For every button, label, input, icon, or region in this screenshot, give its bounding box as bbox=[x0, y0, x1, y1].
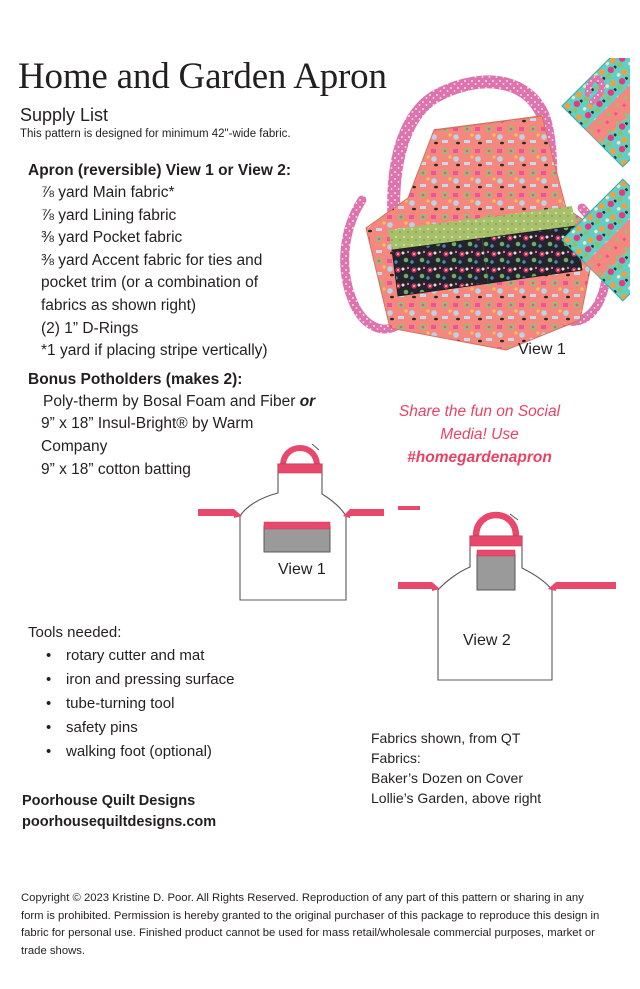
copyright-notice: Copyright © 2023 Kristine D. Poor. All Rights Reserved. Reproduction of any part of this pattern or sharing in any form is prohibited. Permission is hereby granted to the original purchaser of this package to reproduce this design in fabric for personal use. Finished product cannot be used for mass retail/wholesale commercial purposes, market or trade shows. bbox=[21, 892, 600, 957]
supply-item: (2) 1” D-Rings bbox=[41, 319, 139, 337]
brand-name: Poorhouse Quilt Designs bbox=[22, 793, 196, 809]
bullet-icon: • bbox=[46, 647, 52, 664]
tools-section bbox=[28, 622, 288, 764]
list-item bbox=[28, 644, 288, 668]
social-line-2: Media! Use bbox=[440, 426, 519, 443]
potholder-item: 9” x 18” Insul-Bright® by Warm bbox=[41, 415, 254, 433]
bullet-icon: • bbox=[46, 743, 52, 760]
drawing-view1-label: View 1 bbox=[278, 561, 326, 578]
apron-line-drawing-view1 bbox=[186, 438, 396, 618]
supply-item: pocket trim (or a combination of bbox=[41, 274, 259, 292]
fabric-credits bbox=[371, 728, 591, 808]
social-media-callout bbox=[372, 400, 587, 469]
page-subtitle: Supply List bbox=[20, 105, 109, 125]
potholder-item: 9” x 18” cotton batting bbox=[41, 460, 191, 478]
supply-item: ⅜ yard Pocket fabric bbox=[41, 229, 183, 247]
supply-item: ⅜ yard Accent fabric for ties and bbox=[41, 251, 263, 269]
apron-line-drawing-view2 bbox=[398, 492, 620, 688]
list-item bbox=[28, 716, 288, 740]
apron-product-photo bbox=[330, 58, 630, 368]
supply-list-block bbox=[28, 160, 348, 481]
fabric-credit-line: Fabrics shown, from QT bbox=[371, 730, 521, 746]
list-item-label: rotary cutter and mat bbox=[66, 647, 205, 664]
photo-view1-label: View 1 bbox=[518, 341, 566, 358]
potholder-item-text: Poly-therm by Bosal Foam and Fiber bbox=[43, 392, 300, 410]
apron-section-heading: Apron (reversible) View 1 or View 2: bbox=[28, 162, 292, 179]
list-item-label: safety pins bbox=[66, 719, 138, 736]
potholder-or-word: or bbox=[299, 392, 316, 410]
bullet-icon: • bbox=[46, 719, 52, 736]
bullet-icon: • bbox=[46, 671, 52, 688]
social-hashtag: #homegardenapron bbox=[407, 449, 552, 466]
potholder-item bbox=[28, 391, 348, 414]
brand-block bbox=[22, 791, 216, 833]
fabric-credit-line: Fabrics: bbox=[371, 750, 421, 766]
list-item bbox=[28, 740, 288, 764]
supply-item: *1 yard if placing stripe vertically) bbox=[41, 342, 268, 360]
page-title: Home and Garden Apron bbox=[18, 56, 387, 97]
tools-heading: Tools needed: bbox=[28, 624, 122, 641]
potholder-section-heading: Bonus Potholders (makes 2): bbox=[28, 370, 243, 388]
social-line-1: Share the fun on Social bbox=[398, 403, 561, 420]
fabric-credit-line: Baker’s Dozen on Cover bbox=[371, 770, 524, 786]
potholder-item: Company bbox=[41, 437, 108, 455]
bullet-icon: • bbox=[46, 695, 52, 712]
supply-item: ⅞ yard Main fabric* bbox=[41, 184, 175, 201]
brand-website[interactable]: poorhousequiltdesigns.com bbox=[22, 814, 217, 830]
tools-list bbox=[28, 644, 288, 764]
fabric-width-note: This pattern is designed for minimum 42"-wide fabric. bbox=[20, 128, 291, 140]
supply-item: fabrics as shown right) bbox=[41, 296, 197, 314]
fabric-credit-line: Lollie’s Garden, above right bbox=[371, 790, 542, 806]
list-item bbox=[28, 668, 288, 692]
list-item-label: tube-turning tool bbox=[66, 695, 175, 712]
list-item bbox=[28, 692, 288, 716]
drawing-view2-label: View 2 bbox=[463, 632, 511, 649]
supply-item: ⅞ yard Lining fabric bbox=[41, 206, 177, 224]
list-item-label: walking foot (optional) bbox=[66, 743, 212, 760]
list-item-label: iron and pressing surface bbox=[66, 671, 235, 688]
